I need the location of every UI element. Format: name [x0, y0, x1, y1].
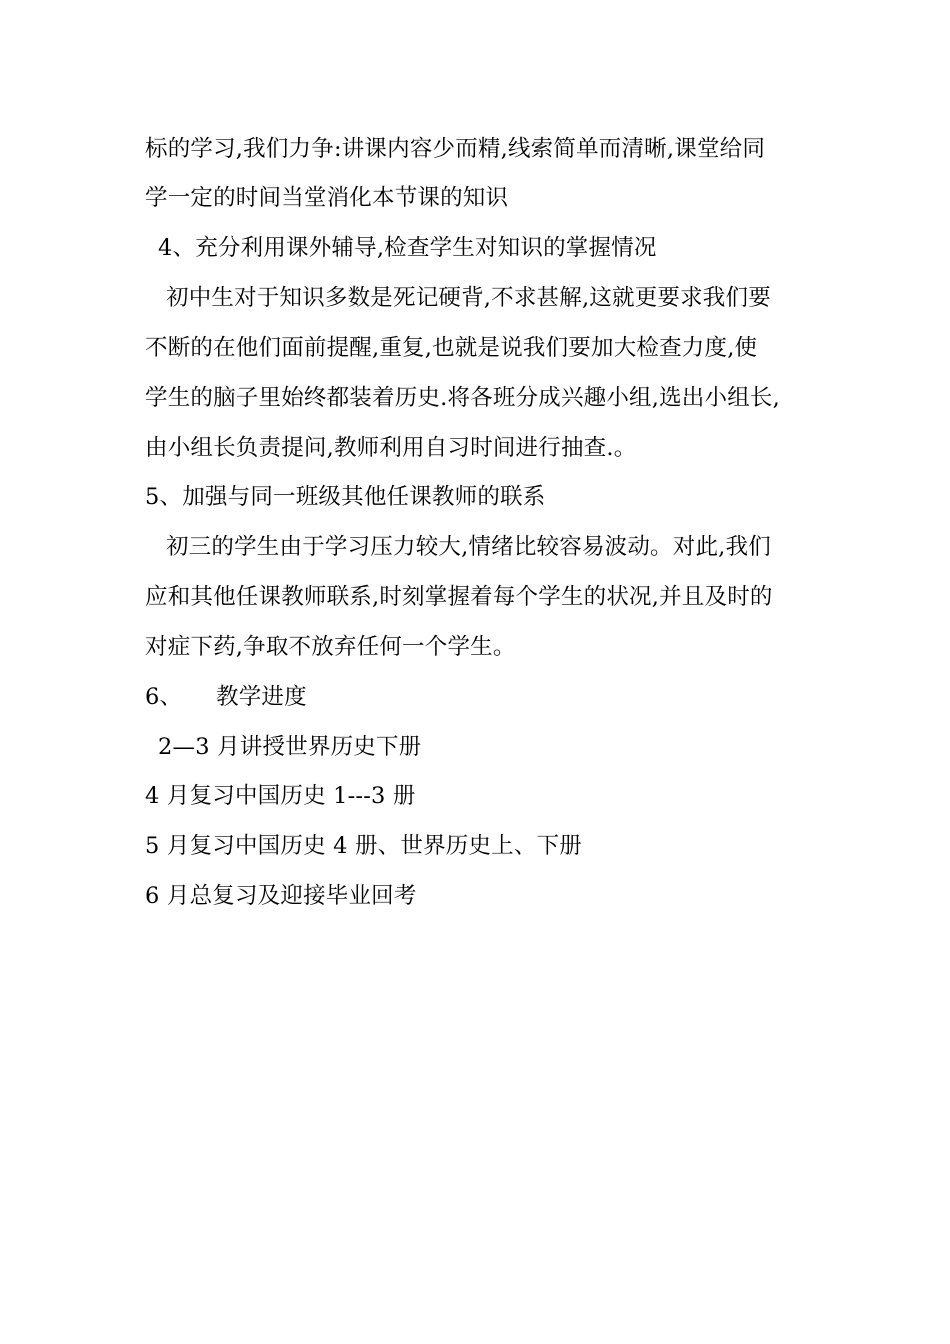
section-number: 6、 [145, 684, 183, 710]
paragraph-line: 初三的学生由于学习压力较大,情绪比较容易波动。对此,我们 [166, 534, 771, 560]
paragraph-line: 应和其他任课教师联系,时刻掌握着每个学生的状况,并且及时的 [145, 584, 773, 610]
schedule-item: 6 月总复习及迎接毕业回考 [145, 883, 417, 909]
paragraph-line: 学一定的时间当堂消化本节课的知识 [145, 185, 509, 211]
paragraph-line: 对症下药,争取不放弃任何一个学生。 [145, 634, 516, 660]
paragraph-line: 由小组长负责提问,教师利用自习时间进行抽查.。 [145, 435, 637, 461]
schedule-item: 4 月复习中国历史 1---3 册 [145, 783, 416, 809]
paragraph-line: 标的学习,我们力争:讲课内容少而精,线索简单而清晰,课堂给同 [145, 136, 766, 162]
paragraph-line: 初中生对于知识多数是死记硬背,不求甚解,这就更要求我们要 [166, 285, 771, 311]
section-heading: 4、充分利用课外辅导,检查学生对知识的掌握情况 [158, 235, 657, 261]
schedule-item: 5 月复习中国历史 4 册、世界历史上、下册 [145, 833, 582, 859]
paragraph-line: 学生的脑子里始终都装着历史.将各班分成兴趣小组,选出小组长, [145, 385, 780, 411]
paragraph-line: 不断的在他们面前提醒,重复,也就是说我们要加大检查力度,使 [145, 335, 758, 361]
section-heading: 5、加强与同一班级其他任课教师的联系 [145, 484, 546, 510]
schedule-item: 2—3 月讲授世界历史下册 [158, 734, 422, 760]
section-heading: 教学进度 [216, 684, 307, 710]
